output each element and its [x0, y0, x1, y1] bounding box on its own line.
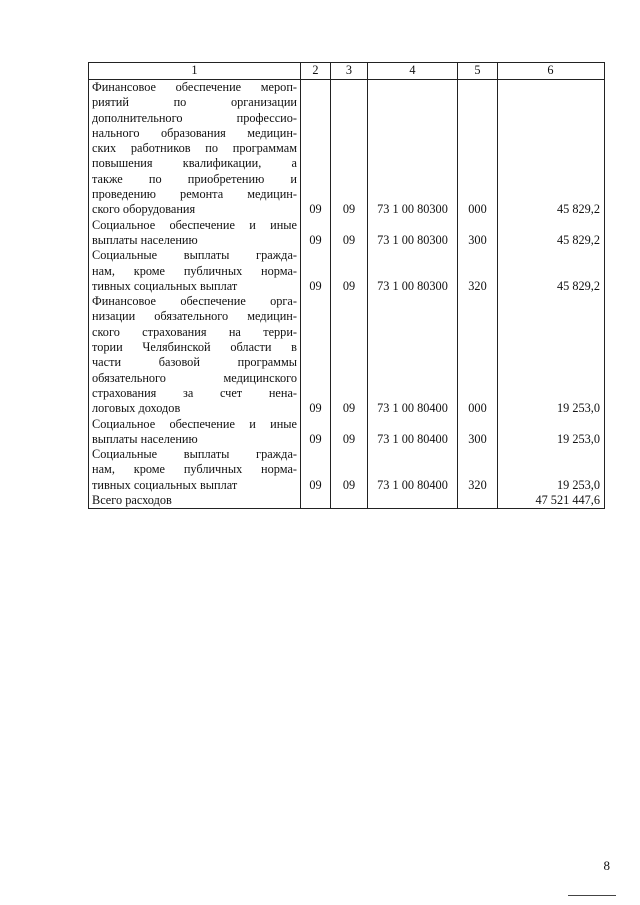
row-target-item: 73 1 00 80400 — [368, 447, 458, 493]
total-empty-cell — [458, 493, 498, 509]
row-subsection: 09 — [331, 248, 368, 294]
header-col-6: 6 — [498, 63, 605, 80]
description-line: нам, кроме публичных норма- — [92, 263, 297, 278]
row-description — [89, 248, 301, 294]
total-amount: 47 521 447,6 — [498, 493, 605, 509]
total-empty-cell — [301, 493, 331, 509]
row-description — [89, 80, 301, 218]
header-col-4: 4 — [368, 63, 458, 80]
row-description — [89, 218, 301, 249]
description-line: тивных социальных выплат — [92, 278, 238, 293]
description-line: Социальное обеспечение и иные — [92, 217, 297, 232]
table-row — [89, 248, 605, 294]
description-line: ского страхования на терри- — [92, 324, 297, 339]
description-line: обязательного медицинского — [92, 370, 297, 385]
row-expense-type: 300 — [458, 417, 498, 448]
row-subsection: 09 — [331, 294, 368, 416]
table-row — [89, 218, 605, 249]
table-body — [89, 63, 605, 509]
row-section: 09 — [301, 294, 331, 416]
row-subsection: 09 — [331, 80, 368, 218]
header-col-5: 5 — [458, 63, 498, 80]
row-section: 09 — [301, 80, 331, 218]
row-subsection: 09 — [331, 447, 368, 493]
row-target-item: 73 1 00 80300 — [368, 80, 458, 218]
row-target-item: 73 1 00 80400 — [368, 294, 458, 416]
row-expense-type: 320 — [458, 447, 498, 493]
row-amount: 19 253,0 — [498, 417, 605, 448]
row-amount: 19 253,0 — [498, 447, 605, 493]
footer-rule — [568, 895, 616, 896]
table-row — [89, 447, 605, 493]
row-expense-type: 000 — [458, 294, 498, 416]
header-row — [89, 63, 605, 80]
table-row — [89, 417, 605, 448]
description-line: низации обязательного медицин- — [92, 309, 297, 324]
row-description — [89, 417, 301, 448]
description-line: Социальные выплаты гражда- — [92, 248, 297, 263]
row-expense-type: 320 — [458, 248, 498, 294]
row-subsection: 09 — [331, 417, 368, 448]
header-col-2: 2 — [301, 63, 331, 80]
row-description — [89, 294, 301, 416]
total-empty-cell — [368, 493, 458, 509]
row-amount: 19 253,0 — [498, 294, 605, 416]
description-line: ских работников по программам — [92, 141, 297, 156]
row-section: 09 — [301, 218, 331, 249]
row-target-item: 73 1 00 80300 — [368, 218, 458, 249]
description-line: проведению ремонта медицин- — [92, 187, 297, 202]
description-line: дополнительного профессио- — [92, 110, 297, 125]
row-target-item: 73 1 00 80300 — [368, 248, 458, 294]
row-amount: 45 829,2 — [498, 248, 605, 294]
expenditure-table — [88, 62, 605, 509]
row-subsection: 09 — [331, 218, 368, 249]
description-line: Социальное обеспечение и иные — [92, 416, 297, 431]
description-line: страхования за счет нена- — [92, 385, 297, 400]
page-number: 8 — [603, 858, 610, 873]
row-target-item: 73 1 00 80400 — [368, 417, 458, 448]
description-line: тории Челябинской области в — [92, 340, 297, 355]
description-line: выплаты населению — [92, 232, 198, 247]
table-row — [89, 294, 605, 416]
description-line: Финансовое обеспечение орга- — [92, 294, 297, 309]
row-section: 09 — [301, 447, 331, 493]
description-line: повышения квалификации, а — [92, 156, 297, 171]
row-section: 09 — [301, 248, 331, 294]
header-col-1: 1 — [89, 63, 301, 80]
row-expense-type: 000 — [458, 80, 498, 218]
total-empty-cell — [331, 493, 368, 509]
total-row — [89, 493, 605, 509]
header-col-3: 3 — [331, 63, 368, 80]
description-line: Социальные выплаты гражда- — [92, 447, 297, 462]
row-amount: 45 829,2 — [498, 218, 605, 249]
table-row — [89, 80, 605, 218]
row-expense-type: 300 — [458, 218, 498, 249]
description-line: Финансовое обеспечение мероп- — [92, 80, 297, 94]
description-line: также по приобретению и — [92, 171, 297, 186]
description-line: тивных социальных выплат — [92, 477, 238, 492]
row-description — [89, 447, 301, 493]
description-line: части базовой программы — [92, 355, 297, 370]
description-line: нам, кроме публичных норма- — [92, 462, 297, 477]
row-amount: 45 829,2 — [498, 80, 605, 218]
description-line: выплаты населению — [92, 431, 198, 446]
description-line: ского оборудования — [92, 202, 196, 217]
description-line: нального образования медицин- — [92, 125, 297, 140]
row-section: 09 — [301, 417, 331, 448]
total-label: Всего расходов — [89, 493, 301, 509]
description-line: риятий по организации — [92, 95, 297, 110]
description-line: логовых доходов — [92, 401, 181, 416]
